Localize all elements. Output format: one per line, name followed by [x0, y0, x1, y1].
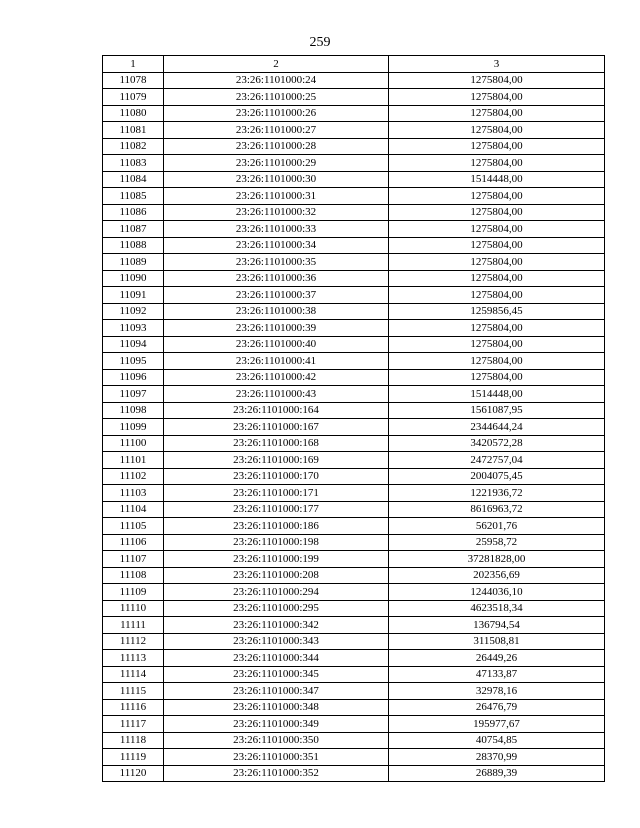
table-row [103, 534, 605, 551]
value-cell: 37281828,00 [389, 551, 605, 568]
cadastral-number-cell: 23:26:1101000:198 [164, 534, 389, 551]
row-number-cell: 11109 [103, 584, 164, 601]
cadastral-number-cell: 23:26:1101000:352 [164, 765, 389, 782]
table-row [103, 419, 605, 436]
value-cell: 1275804,00 [389, 89, 605, 106]
table-row [103, 584, 605, 601]
table-row [103, 336, 605, 353]
registry-table [102, 55, 605, 782]
table-row [103, 501, 605, 518]
cadastral-number-cell: 23:26:1101000:36 [164, 270, 389, 287]
value-cell: 1275804,00 [389, 287, 605, 304]
table-row [103, 72, 605, 89]
value-cell: 1259856,45 [389, 303, 605, 320]
table-row [103, 138, 605, 155]
table-row [103, 402, 605, 419]
cadastral-number-cell: 23:26:1101000:32 [164, 204, 389, 221]
table-row [103, 353, 605, 370]
row-number-cell: 11087 [103, 221, 164, 238]
row-number-cell: 11108 [103, 567, 164, 584]
table-row [103, 369, 605, 386]
table-row [103, 749, 605, 766]
value-cell: 1221936,72 [389, 485, 605, 502]
cadastral-number-cell: 23:26:1101000:164 [164, 402, 389, 419]
cadastral-number-cell: 23:26:1101000:35 [164, 254, 389, 271]
cadastral-number-cell: 23:26:1101000:294 [164, 584, 389, 601]
page-number: 259 [309, 35, 331, 50]
value-cell: 2344644,24 [389, 419, 605, 436]
cadastral-number-cell: 23:26:1101000:170 [164, 468, 389, 485]
row-number-cell: 11105 [103, 518, 164, 535]
row-number-cell: 11114 [103, 666, 164, 683]
value-cell: 1275804,00 [389, 320, 605, 337]
row-number-cell: 11120 [103, 765, 164, 782]
cadastral-number-cell: 23:26:1101000:37 [164, 287, 389, 304]
table-row [103, 485, 605, 502]
row-number-cell: 11093 [103, 320, 164, 337]
value-cell: 40754,85 [389, 732, 605, 749]
cadastral-number-cell: 23:26:1101000:350 [164, 732, 389, 749]
row-number-cell: 11078 [103, 72, 164, 89]
table-row [103, 633, 605, 650]
cadastral-number-cell: 23:26:1101000:344 [164, 650, 389, 667]
column-header-3: 3 [389, 56, 605, 73]
cadastral-number-cell: 23:26:1101000:199 [164, 551, 389, 568]
table-row [103, 435, 605, 452]
table-row [103, 666, 605, 683]
value-cell: 1275804,00 [389, 369, 605, 386]
value-cell: 1275804,00 [389, 105, 605, 122]
value-cell: 56201,76 [389, 518, 605, 535]
row-number-cell: 11095 [103, 353, 164, 370]
value-cell: 1275804,00 [389, 353, 605, 370]
table-row [103, 171, 605, 188]
cadastral-number-cell: 23:26:1101000:42 [164, 369, 389, 386]
table-row [103, 386, 605, 403]
cadastral-number-cell: 23:26:1101000:29 [164, 155, 389, 172]
row-number-cell: 11106 [103, 534, 164, 551]
row-number-cell: 11085 [103, 188, 164, 205]
row-number-cell: 11089 [103, 254, 164, 271]
table-row [103, 122, 605, 139]
row-number-cell: 11113 [103, 650, 164, 667]
row-number-cell: 11112 [103, 633, 164, 650]
value-cell: 1244036,10 [389, 584, 605, 601]
value-cell: 28370,99 [389, 749, 605, 766]
cadastral-number-cell: 23:26:1101000:348 [164, 699, 389, 716]
value-cell: 1275804,00 [389, 122, 605, 139]
table-row [103, 320, 605, 337]
cadastral-number-cell: 23:26:1101000:186 [164, 518, 389, 535]
cadastral-number-cell: 23:26:1101000:25 [164, 89, 389, 106]
value-cell: 2472757,04 [389, 452, 605, 469]
cadastral-number-cell: 23:26:1101000:345 [164, 666, 389, 683]
table-row [103, 650, 605, 667]
row-number-cell: 11103 [103, 485, 164, 502]
table-row [103, 287, 605, 304]
value-cell: 4623518,34 [389, 600, 605, 617]
row-number-cell: 11119 [103, 749, 164, 766]
row-number-cell: 11090 [103, 270, 164, 287]
row-number-cell: 11101 [103, 452, 164, 469]
row-number-cell: 11117 [103, 716, 164, 733]
table-row [103, 303, 605, 320]
table-body [103, 72, 605, 782]
value-cell: 1275804,00 [389, 270, 605, 287]
value-cell: 311508,81 [389, 633, 605, 650]
cadastral-number-cell: 23:26:1101000:28 [164, 138, 389, 155]
table-row [103, 551, 605, 568]
value-cell: 47133,87 [389, 666, 605, 683]
row-number-cell: 11100 [103, 435, 164, 452]
value-cell: 25958,72 [389, 534, 605, 551]
cadastral-number-cell: 23:26:1101000:171 [164, 485, 389, 502]
cadastral-number-cell: 23:26:1101000:27 [164, 122, 389, 139]
value-cell: 1275804,00 [389, 336, 605, 353]
cadastral-number-cell: 23:26:1101000:347 [164, 683, 389, 700]
row-number-cell: 11096 [103, 369, 164, 386]
cadastral-number-cell: 23:26:1101000:167 [164, 419, 389, 436]
row-number-cell: 11099 [103, 419, 164, 436]
cadastral-number-cell: 23:26:1101000:351 [164, 749, 389, 766]
row-number-cell: 11104 [103, 501, 164, 518]
cadastral-number-cell: 23:26:1101000:31 [164, 188, 389, 205]
row-number-cell: 11081 [103, 122, 164, 139]
value-cell: 1514448,00 [389, 171, 605, 188]
value-cell: 1514448,00 [389, 386, 605, 403]
row-number-cell: 11086 [103, 204, 164, 221]
row-number-cell: 11083 [103, 155, 164, 172]
row-number-cell: 11118 [103, 732, 164, 749]
row-number-cell: 11098 [103, 402, 164, 419]
value-cell: 1275804,00 [389, 138, 605, 155]
cadastral-number-cell: 23:26:1101000:34 [164, 237, 389, 254]
table-row [103, 254, 605, 271]
cadastral-number-cell: 23:26:1101000:41 [164, 353, 389, 370]
table-row [103, 699, 605, 716]
value-cell: 32978,16 [389, 683, 605, 700]
cadastral-number-cell: 23:26:1101000:343 [164, 633, 389, 650]
table-row [103, 765, 605, 782]
cadastral-number-cell: 23:26:1101000:24 [164, 72, 389, 89]
table-row [103, 155, 605, 172]
cadastral-number-cell: 23:26:1101000:342 [164, 617, 389, 634]
value-cell: 1275804,00 [389, 72, 605, 89]
value-cell: 195977,67 [389, 716, 605, 733]
cadastral-number-cell: 23:26:1101000:168 [164, 435, 389, 452]
value-cell: 3420572,28 [389, 435, 605, 452]
row-number-cell: 11080 [103, 105, 164, 122]
table-row [103, 468, 605, 485]
row-number-cell: 11115 [103, 683, 164, 700]
value-cell: 8616963,72 [389, 501, 605, 518]
row-number-cell: 11116 [103, 699, 164, 716]
row-number-cell: 11082 [103, 138, 164, 155]
cadastral-number-cell: 23:26:1101000:169 [164, 452, 389, 469]
cadastral-number-cell: 23:26:1101000:40 [164, 336, 389, 353]
table-row [103, 237, 605, 254]
table-row [103, 105, 605, 122]
row-number-cell: 11097 [103, 386, 164, 403]
row-number-cell: 11088 [103, 237, 164, 254]
row-number-cell: 11111 [103, 617, 164, 634]
value-cell: 1275804,00 [389, 188, 605, 205]
cadastral-number-cell: 23:26:1101000:43 [164, 386, 389, 403]
table-row [103, 617, 605, 634]
cadastral-number-cell: 23:26:1101000:295 [164, 600, 389, 617]
value-cell: 1275804,00 [389, 221, 605, 238]
row-number-cell: 11107 [103, 551, 164, 568]
table-row [103, 452, 605, 469]
cadastral-number-cell: 23:26:1101000:208 [164, 567, 389, 584]
cadastral-number-cell: 23:26:1101000:39 [164, 320, 389, 337]
table-row [103, 270, 605, 287]
cadastral-number-cell: 23:26:1101000:349 [164, 716, 389, 733]
cadastral-number-cell: 23:26:1101000:30 [164, 171, 389, 188]
table-header-row [103, 56, 605, 73]
table-row [103, 89, 605, 106]
cadastral-number-cell: 23:26:1101000:177 [164, 501, 389, 518]
table-row [103, 716, 605, 733]
value-cell: 26476,79 [389, 699, 605, 716]
value-cell: 1275804,00 [389, 204, 605, 221]
value-cell: 1561087,95 [389, 402, 605, 419]
value-cell: 26449,26 [389, 650, 605, 667]
table-row [103, 518, 605, 535]
row-number-cell: 11094 [103, 336, 164, 353]
column-header-1: 1 [103, 56, 164, 73]
value-cell: 2004075,45 [389, 468, 605, 485]
cadastral-number-cell: 23:26:1101000:26 [164, 105, 389, 122]
cadastral-number-cell: 23:26:1101000:38 [164, 303, 389, 320]
row-number-cell: 11092 [103, 303, 164, 320]
value-cell: 26889,39 [389, 765, 605, 782]
table-row [103, 567, 605, 584]
table-row [103, 188, 605, 205]
table-row [103, 732, 605, 749]
row-number-cell: 11091 [103, 287, 164, 304]
value-cell: 1275804,00 [389, 237, 605, 254]
value-cell: 202356,69 [389, 567, 605, 584]
table-row [103, 683, 605, 700]
column-header-2: 2 [164, 56, 389, 73]
cadastral-number-cell: 23:26:1101000:33 [164, 221, 389, 238]
row-number-cell: 11102 [103, 468, 164, 485]
row-number-cell: 11084 [103, 171, 164, 188]
row-number-cell: 11079 [103, 89, 164, 106]
table-row [103, 221, 605, 238]
value-cell: 136794,54 [389, 617, 605, 634]
row-number-cell: 11110 [103, 600, 164, 617]
table-row [103, 204, 605, 221]
value-cell: 1275804,00 [389, 254, 605, 271]
table-row [103, 600, 605, 617]
value-cell: 1275804,00 [389, 155, 605, 172]
